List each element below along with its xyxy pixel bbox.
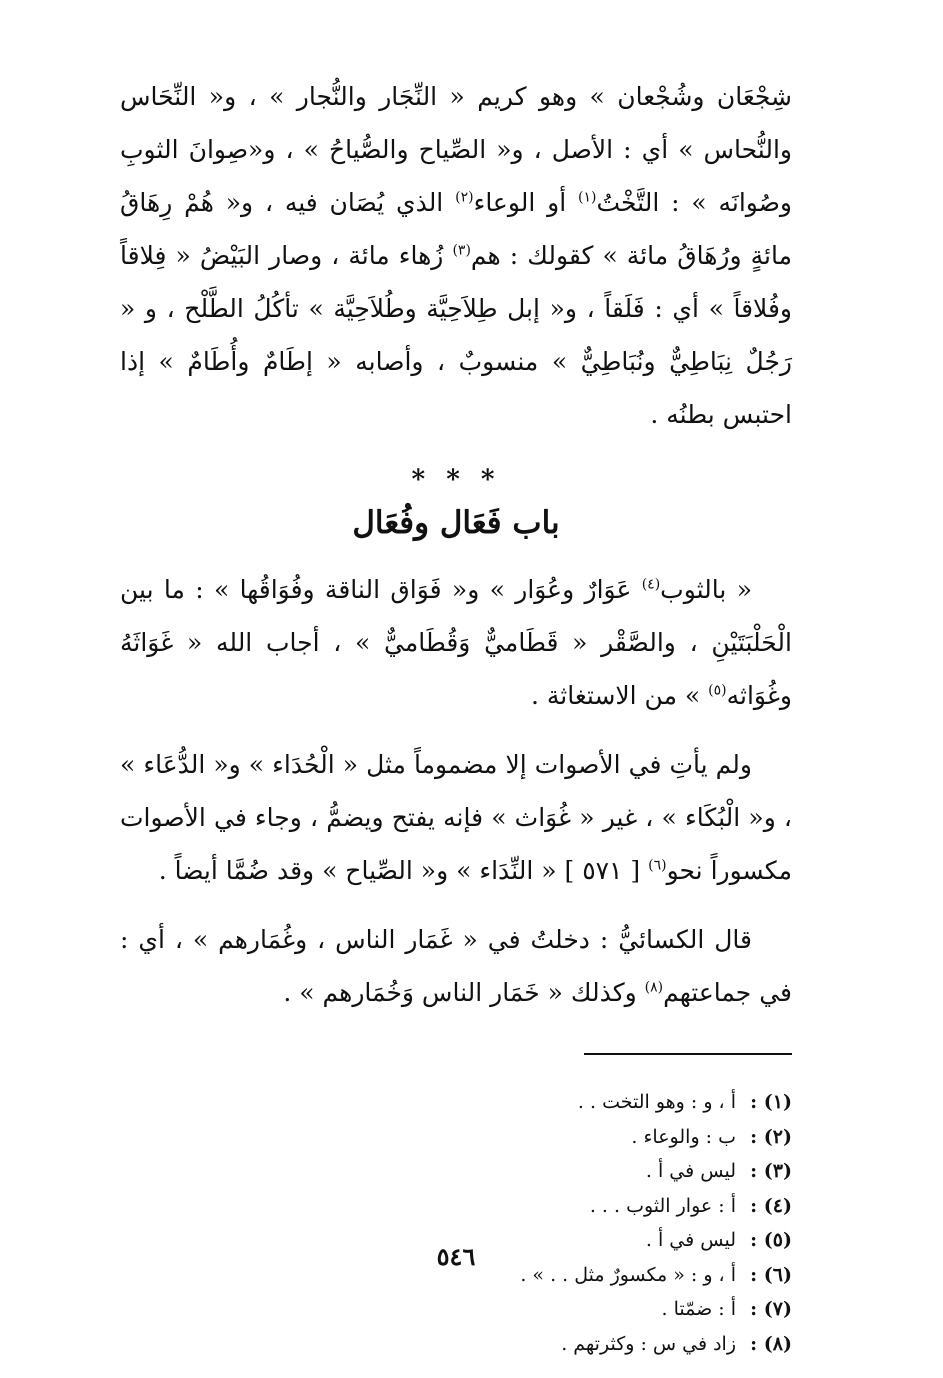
- footnote-2: [120, 1120, 792, 1155]
- footnote-number: (٣) :: [750, 1160, 792, 1182]
- footnote-text: ليس في أ .: [645, 1160, 736, 1182]
- footnotes-list: [120, 1085, 792, 1361]
- footnote-number: (٤) :: [750, 1194, 792, 1217]
- footnote-text: أ ، و : وهو التخت . .: [577, 1091, 736, 1113]
- footnote-number: (٦) :: [750, 1263, 792, 1286]
- footnote-ref-5[interactable]: (٥): [708, 682, 727, 699]
- paragraph-1: [120, 563, 792, 722]
- text: زُهاء مائة ، وصار البَيْضُ « فِلاقاً وفُلاقاً » أي : فَلَقاً ، و« إبل طِلاَحِيَّة وطُلاَحِيَّة » تأكُلُ الطَّلْح ، و « رَجُلٌ نِبَاطِيٌّ ونُبَاطِيٌّ » منسوبٌ ، وأصابه « إطَامٌ وأُطَامٌ » إذا احتبس بطنُه .: [120, 241, 792, 429]
- text: « بالثوب: [660, 575, 752, 604]
- footnote-3: [120, 1154, 792, 1189]
- footnote-ref-4[interactable]: (٤): [641, 576, 661, 593]
- footnote-ref-1[interactable]: (١): [578, 189, 597, 206]
- footnote-4: [120, 1189, 792, 1224]
- footnote-ref-3[interactable]: (٣): [452, 242, 471, 259]
- footnote-1: [120, 1085, 792, 1120]
- footnote-divider: [584, 1053, 792, 1055]
- footnote-text: أ : ضمّتا .: [661, 1298, 736, 1320]
- text: عَوَارٌ وعُوَار » و« فَوَاق الناقة وفُوَاقُها » : ما بين الْحَلْبَتَيْنِ ، والصَّقْر « قَطَاميٌّ وَقُطَاميٌّ » ، أجاب الله « غَوَاثَهُ وغُوَاثه: [120, 575, 792, 710]
- text: أو الوعاء: [473, 188, 579, 217]
- footnote-text: ليس في أ .: [645, 1229, 736, 1251]
- section-heading: باب فَعَال وفُعَال: [352, 505, 560, 541]
- footnote-8: [120, 1327, 792, 1362]
- text: قال الكسائيُّ : دخلتُ في « غَمَار الناس ، وغُمَارهم » ، أي : في جماعتهم: [120, 925, 792, 1007]
- text: » من الاستغاثة .: [530, 681, 709, 710]
- footnote-ref-8[interactable]: (٨): [644, 979, 664, 996]
- text: وكذلك « خَمَار الناس وَخُمَارهم » .: [283, 978, 645, 1007]
- footnote-number: (١) :: [750, 1091, 792, 1113]
- footnote-ref-6[interactable]: (٦): [648, 857, 667, 874]
- footnote-7: [120, 1292, 792, 1327]
- paragraph-3: [120, 913, 792, 1019]
- text: ولم يأتِ في الأصوات إلا مضموماً مثل « الْحُدَاء » و« الدُّعَاء » ، و« الْبُكَاء » ، غير « غُوَاث » فإنه يفتح ويضمُّ ، وجاء في الأصوات مكسوراً نحو: [120, 750, 792, 885]
- footnote-number: (٢) :: [750, 1125, 792, 1148]
- footnote-text: ب : والوعاء .: [631, 1125, 736, 1148]
- paragraph-top: [120, 70, 792, 441]
- footnote-number: (٨) :: [750, 1332, 792, 1355]
- footnote-number: (٥) :: [750, 1229, 792, 1251]
- page-number: ٥٤٦: [436, 1242, 476, 1271]
- page-content: [120, 70, 792, 1355]
- footnote-text: زاد في س : وكثرتهم .: [561, 1332, 736, 1355]
- text: الذي يُصَان فيه ، و« هُمْ رِهَاقُ مائةٍ ورُهَاقُ مائة » كقولك : هم: [120, 188, 792, 270]
- text: شِجْعَان وشُجْعان » وهو كريم « النِّجَار والنُّجار » ، و« النِّحَاس والنُّحاس » أي : الأصل ، و« الصِّياح والصُّياحُ » ، و«صِوانَ الثوبِ وصُوانَه » : التَّخْتُ: [120, 82, 792, 217]
- footnote-text: أ ، و : « مكسورٌ مثل . . » .: [520, 1263, 736, 1286]
- section-separator: * * *: [411, 465, 501, 495]
- footnote-number: (٧) :: [750, 1298, 792, 1320]
- footnote-text: أ : عوار الثوب . . .: [589, 1194, 736, 1217]
- footnote-ref-2[interactable]: (٢): [455, 189, 474, 206]
- paragraph-2: [120, 738, 792, 897]
- text: [ ٥٧١ ] « النِّدَاء » و« الصِّياح » وقد ضُمَّا أيضاً .: [158, 856, 649, 885]
